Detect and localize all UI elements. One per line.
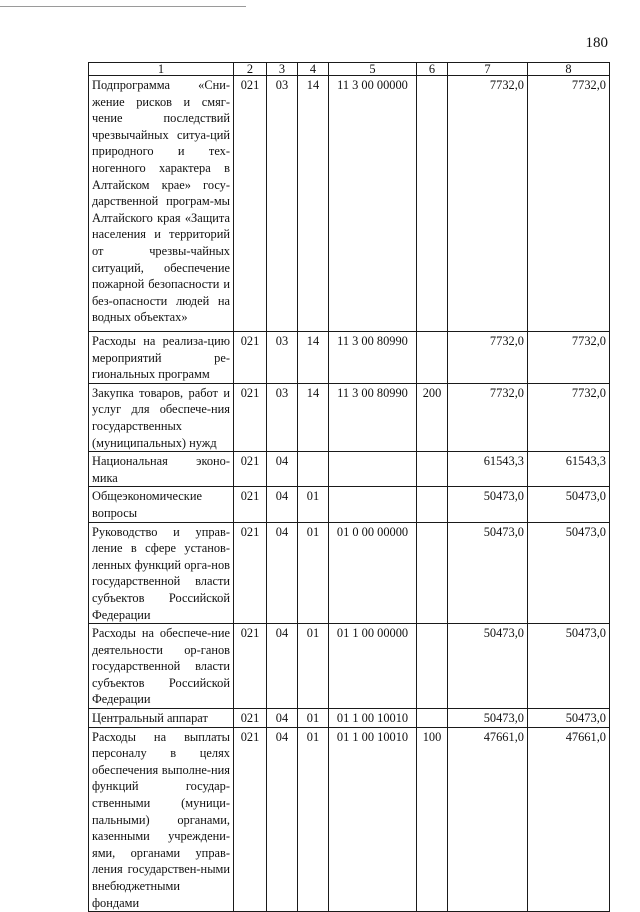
expense-type-code <box>417 452 448 487</box>
row-name: Общеэкономические вопросы <box>89 487 234 522</box>
amount-col-7: 7732,0 <box>448 383 528 451</box>
section-code: 04 <box>267 452 298 487</box>
header-col-7: 7 <box>448 63 528 76</box>
ministry-code: 021 <box>234 332 267 384</box>
header-col-8: 8 <box>528 63 610 76</box>
amount-col-7: 7732,0 <box>448 76 528 332</box>
budget-table <box>88 62 610 912</box>
table-row <box>89 76 610 332</box>
expense-type-code <box>417 709 448 728</box>
expense-type-code: 100 <box>417 727 448 912</box>
amount-col-8: 61543,3 <box>528 452 610 487</box>
page-number: 180 <box>585 35 608 51</box>
section-code: 04 <box>267 709 298 728</box>
target-article-code: 01 0 00 00000 <box>329 522 417 624</box>
section-code: 03 <box>267 76 298 332</box>
target-article-code: 11 3 00 80990 <box>329 332 417 384</box>
table-row <box>89 383 610 451</box>
row-name: Расходы на обеспече-ние деятельности ор-ганов государственной власти субъектов Российской Федерации <box>89 624 234 709</box>
amount-col-8: 50473,0 <box>528 487 610 522</box>
row-name: Закупка товаров, работ и услуг для обеспече-ния государственных (муниципальных) нужд <box>89 383 234 451</box>
row-name: Центральный аппарат <box>89 709 234 728</box>
ministry-code: 021 <box>234 709 267 728</box>
header-row <box>89 63 610 76</box>
ministry-code: 021 <box>234 522 267 624</box>
ministry-code: 021 <box>234 76 267 332</box>
subsection-code: 14 <box>298 383 329 451</box>
target-article-code: 01 1 00 10010 <box>329 709 417 728</box>
section-code: 03 <box>267 332 298 384</box>
amount-col-8: 7732,0 <box>528 76 610 332</box>
table-row <box>89 522 610 624</box>
header-col-5: 5 <box>329 63 417 76</box>
row-name: Национальная эконо-мика <box>89 452 234 487</box>
subsection-code <box>298 452 329 487</box>
top-divider <box>0 6 246 7</box>
target-article-code <box>329 487 417 522</box>
amount-col-7: 50473,0 <box>448 709 528 728</box>
ministry-code: 021 <box>234 727 267 912</box>
section-code: 03 <box>267 383 298 451</box>
expense-type-code <box>417 332 448 384</box>
amount-col-7: 61543,3 <box>448 452 528 487</box>
ministry-code: 021 <box>234 624 267 709</box>
amount-col-8: 7732,0 <box>528 383 610 451</box>
table-row <box>89 624 610 709</box>
row-name: Расходы на выплаты персоналу в целях обеспечения выполне-ния функций государ-ственными (муници-пальными) органами, казенными учреждени-ями, органами управ-ления государствен-ными внебюджетными фондами <box>89 727 234 912</box>
subsection-code: 01 <box>298 522 329 624</box>
header-col-2: 2 <box>234 63 267 76</box>
amount-col-8: 50473,0 <box>528 624 610 709</box>
amount-col-8: 50473,0 <box>528 522 610 624</box>
header-col-3: 3 <box>267 63 298 76</box>
row-name: Расходы на реализа-цию мероприятий ре-гиональных программ <box>89 332 234 384</box>
target-article-code <box>329 452 417 487</box>
amount-col-7: 50473,0 <box>448 522 528 624</box>
section-code: 04 <box>267 487 298 522</box>
section-code: 04 <box>267 624 298 709</box>
table-row <box>89 452 610 487</box>
amount-col-8: 7732,0 <box>528 332 610 384</box>
target-article-code: 01 1 00 00000 <box>329 624 417 709</box>
section-code: 04 <box>267 727 298 912</box>
amount-col-7: 50473,0 <box>448 624 528 709</box>
subsection-code: 01 <box>298 487 329 522</box>
expense-type-code <box>417 487 448 522</box>
table-row <box>89 487 610 522</box>
table-row <box>89 709 610 728</box>
row-name: Подпрограмма «Сни-жение рисков и смяг-чение последствий чрезвычайных ситуа-ций природного и тех-ногенного характера в Алтайском крае» госу-дарственной програм-мы Алтайского края «Защита населения и территорий от чрезвы-чайных ситуаций, обеспечение пожарной безопасности и без-опасности людей на водных объектах» <box>89 76 234 332</box>
ministry-code: 021 <box>234 487 267 522</box>
subsection-code: 14 <box>298 332 329 384</box>
amount-col-7: 50473,0 <box>448 487 528 522</box>
target-article-code: 01 1 00 10010 <box>329 727 417 912</box>
section-code: 04 <box>267 522 298 624</box>
ministry-code: 021 <box>234 452 267 487</box>
subsection-code: 01 <box>298 624 329 709</box>
amount-col-7: 47661,0 <box>448 727 528 912</box>
ministry-code: 021 <box>234 383 267 451</box>
expense-type-code <box>417 76 448 332</box>
amount-col-8: 47661,0 <box>528 727 610 912</box>
header-col-1: 1 <box>89 63 234 76</box>
subsection-code: 14 <box>298 76 329 332</box>
table-row <box>89 727 610 912</box>
row-name: Руководство и управ-ление в сфере установ-ленных функций орга-нов государственной власти субъектов Российской Федерации <box>89 522 234 624</box>
expense-type-code <box>417 522 448 624</box>
expense-type-code: 200 <box>417 383 448 451</box>
header-col-6: 6 <box>417 63 448 76</box>
expense-type-code <box>417 624 448 709</box>
header-col-4: 4 <box>298 63 329 76</box>
target-article-code: 11 3 00 80990 <box>329 383 417 451</box>
table-row <box>89 332 610 384</box>
amount-col-8: 50473,0 <box>528 709 610 728</box>
subsection-code: 01 <box>298 709 329 728</box>
target-article-code: 11 3 00 00000 <box>329 76 417 332</box>
amount-col-7: 7732,0 <box>448 332 528 384</box>
subsection-code: 01 <box>298 727 329 912</box>
